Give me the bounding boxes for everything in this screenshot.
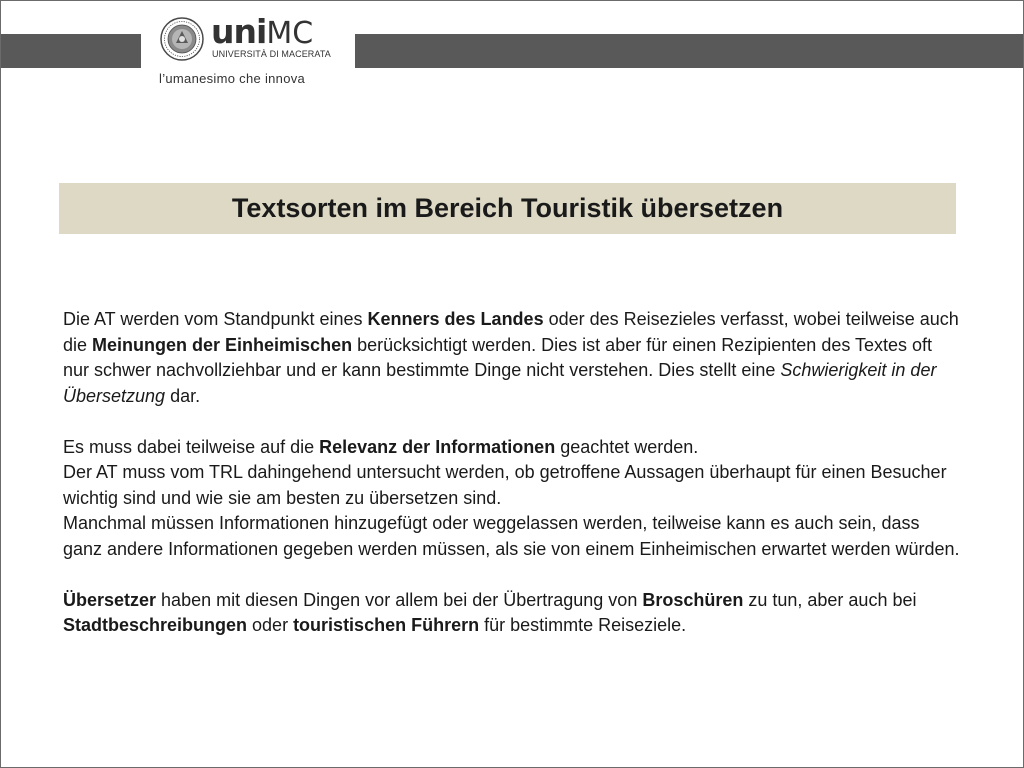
p5-text-4: für bestimmte Reiseziele. <box>479 615 687 635</box>
paragraph-4: Manchmal müssen Informationen hinzugefügt oder weggelassen werden, teilweise kann es auch sein, dass ganz andere Informationen gegeben werden müssen, als sie von einem Einheimischen erwartet werden würden. <box>63 513 960 559</box>
p1-italic-1: Schwierigkeit in der Übersetzung <box>63 360 937 406</box>
p1-text-4: dar. <box>165 385 201 406</box>
logo-tagline: l’umanesimo che innova <box>159 71 306 86</box>
p1-text-1: Die AT werden vom Standpunkt eines <box>63 309 368 329</box>
header-band-right <box>355 34 1023 68</box>
paragraph-3: Der AT muss vom TRL dahingehend untersucht werden, ob getroffene Aussagen überhaupt für einen Besucher wichtig sind und wie sie am besten zu übersetzen sind. <box>63 462 947 508</box>
paragraph-2 <box>63 435 963 461</box>
paragraph-5 <box>63 588 963 639</box>
p1-text-3: berücksichtigt werden. Dies ist aber für einen Rezipienten des Textes oft nur schwer nachvollziehbar und er kann bestimmte Dinge nicht verstehen. Dies stellt eine <box>63 334 933 380</box>
p2-text-1: Es muss dabei teilweise auf die <box>63 436 320 457</box>
p5-text-1: haben mit diesen Dingen vor allem bei der Übertragung von <box>156 589 643 610</box>
university-name: UNIVERSITÀ DI MACERATA <box>212 49 331 59</box>
paragraph-gap <box>63 562 963 588</box>
p5-bold-1: Übersetzer <box>63 589 157 610</box>
logo-wordmark <box>211 12 314 51</box>
p1-text-2: oder des Reisezieles verfasst, wobei teilweise auch die <box>63 309 959 355</box>
paragraph-1 <box>63 307 963 409</box>
logo-wordmark-uni: uni <box>211 12 267 51</box>
logo-wordmark-mc: MC <box>266 16 314 51</box>
header-band-left <box>1 34 141 68</box>
slide-body <box>63 307 963 639</box>
p5-bold-2: Broschüren <box>642 589 744 610</box>
p5-bold-4: touristischen Führern <box>293 615 480 635</box>
p5-text-2: zu tun, aber auch bei <box>743 589 917 610</box>
p1-bold-1: Kenners des Landes <box>367 309 544 329</box>
p5-bold-3: Stadtbeschreibungen <box>63 615 248 635</box>
p2-bold-1: Relevanz der Informationen <box>319 436 556 457</box>
university-seal-icon <box>160 17 204 61</box>
p1-bold-2: Meinungen der Einheimischen <box>92 334 353 355</box>
title-bar <box>59 183 956 234</box>
slide-title: Textsorten im Bereich Touristik übersetzen <box>231 193 784 223</box>
p2-text-2: geachtet werden. <box>555 436 699 457</box>
p5-text-3: oder <box>247 615 294 635</box>
university-logo <box>157 12 341 69</box>
paragraph-gap <box>63 409 963 435</box>
